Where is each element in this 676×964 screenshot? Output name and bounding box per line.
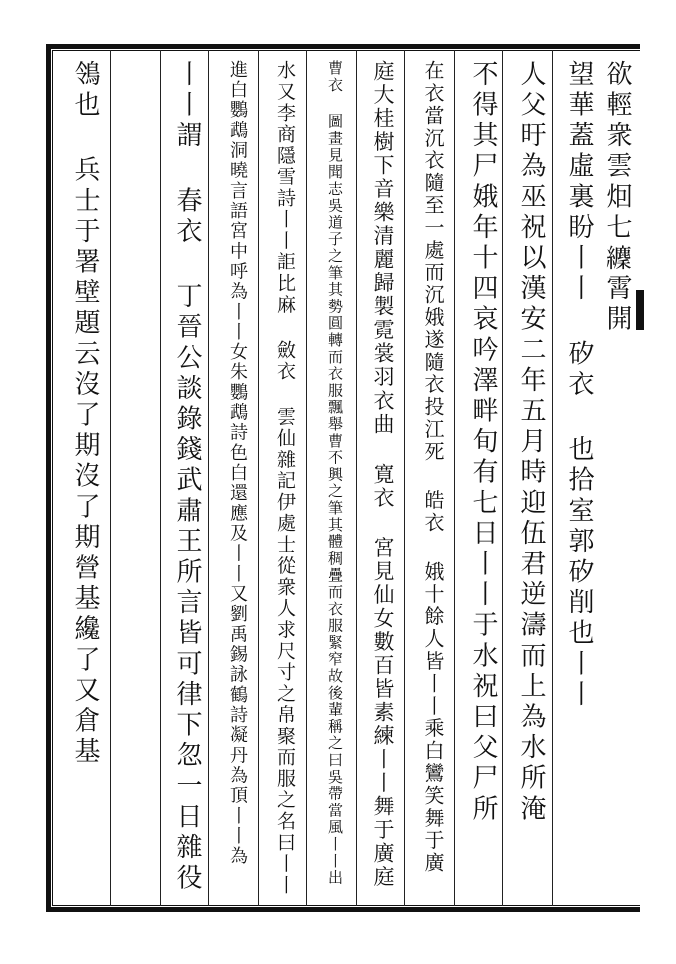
column-rule — [552, 50, 553, 906]
text-column-2: 望華蓋虛裏盼丨丨 矽衣 也拾室郭矽削也丨丨 — [564, 60, 594, 711]
column-rule — [160, 50, 161, 906]
column-rule — [502, 50, 503, 906]
page-edge-mark — [636, 290, 644, 330]
text-column-7: 曹衣 圖畫見聞志吳道子之筆其勢圓轉而衣服飄舉曹不興之筆其體稠疊而衣服緊窄故後輩稱之曰吳帶當風丨丨出 — [326, 60, 344, 887]
column-rule — [356, 50, 357, 906]
column-rule — [110, 50, 111, 906]
text-column-1: 欲輕衆雲𤇆七𦇘霄開 — [602, 60, 632, 336]
text-column-6: 庭大桂樹下音樂清麗歸製霓裳羽衣曲 寛衣 宮見仙女數百皆素練丨丨舞于廣庭 — [371, 60, 395, 890]
text-column-11: 鴒也 兵士于署壁題云沒了期沒了期營基纔了又倉基 — [70, 60, 100, 768]
column-rule — [258, 50, 259, 906]
text-column-3: 人父旴為巫祝以漢安二年五月時迎伍君逆濤而上為水所淹 — [516, 60, 546, 825]
text-column-4: 不得其尸娥年十四哀吟澤畔旬有七日丨丨于水祝曰父尸所 — [468, 60, 498, 825]
column-rule — [454, 50, 455, 906]
column-rule — [306, 50, 307, 906]
text-column-5: 在衣當沉衣隨至一處而沉娥遂隨衣投江死 皓衣 娥十餘人皆丨丨乘白鸞笑舞于廣 — [421, 60, 445, 875]
column-rule — [404, 50, 405, 906]
text-column-9: 進白鸚鵡洞曉言語宮中呼為丨丨女朱鸚鵡詩色白還應及丨丨又劉禹錫詠鶴詩凝丹為頂丨丨為 — [227, 60, 248, 867]
text-column-10: 丨丨謂 春衣 丁晉公談錄錢武肅王所言皆可律下忽一日雜役 — [172, 60, 202, 895]
column-rule — [208, 50, 209, 906]
text-column-8: 水又李商隱雪詩丨丨詎比麻 斂衣 雲仙雜記伊處士從衆人求尺寸之帛聚而服之名曰丨丨 — [274, 60, 296, 896]
